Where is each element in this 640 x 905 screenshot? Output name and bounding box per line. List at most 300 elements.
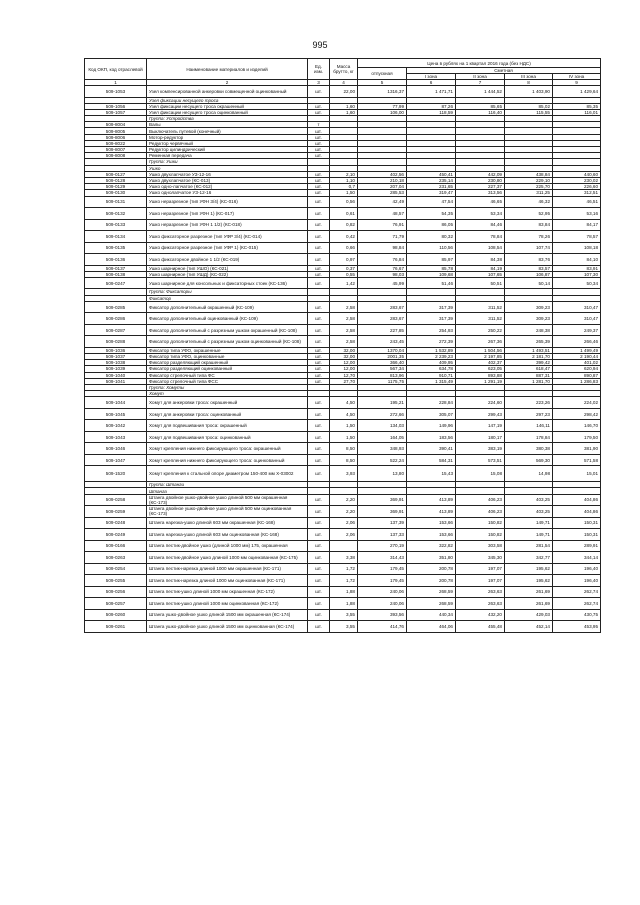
item-mass: 2,58	[330, 313, 358, 325]
item-name: Хомут для анкеровки троса: оцинкованный	[147, 408, 308, 420]
item-name: Выключатель путевой (конечный)	[147, 128, 308, 134]
item-unit: т	[308, 122, 330, 128]
item-code: 509-1043	[85, 431, 147, 443]
item-mass: 1,72	[330, 575, 358, 587]
item-mass: 1,88	[330, 586, 358, 598]
price-zone-1: 413,89	[407, 506, 456, 518]
item-name: Хомут крепления нижнего фиксирующего троса: окрашенный	[147, 443, 308, 455]
price-release: 106,00	[358, 109, 407, 115]
price-zone-3: 229,10	[505, 177, 553, 183]
item-code: 509-0287	[85, 324, 147, 336]
item-code: 509-1046	[85, 443, 147, 455]
item-name: Хомут для анкеровки троса: окрашенный	[147, 397, 308, 409]
table-row	[85, 313, 601, 325]
item-name: Штанга двойное ушко-двойное ушко длиной 500 мм окрашенная (КС-173)	[147, 494, 308, 506]
item-name: Штанга двойное ушко-двойное ушко длиной 500 мм оцинкованная (КС-173)	[147, 506, 308, 518]
item-unit: шт.	[308, 271, 330, 277]
item-code: 509-0248	[85, 517, 147, 529]
price-release: 134,03	[358, 420, 407, 432]
table-row	[85, 586, 601, 598]
item-mass: 1,50	[330, 420, 358, 432]
price-release: 240,06	[358, 598, 407, 610]
price-release: 1370,04	[358, 347, 407, 353]
item-code: 509-0260	[85, 609, 147, 621]
price-zone-4: 150,31	[553, 517, 601, 529]
price-zone-3: 309,23	[505, 301, 553, 313]
item-name: Штанга ушко-двойное ушко длиной 1500 мм окрашенная (КС-174)	[147, 609, 308, 621]
price-release: 137,39	[358, 517, 407, 529]
price-zone-1: 15,43	[407, 466, 456, 482]
price-zone-4: 266,46	[553, 336, 601, 348]
item-name: Хомут	[147, 391, 308, 397]
price-zone-3: 887,31	[505, 372, 553, 378]
item-mass: 2,20	[330, 494, 358, 506]
item-code: 509-1041	[85, 378, 147, 384]
item-mass: 1,60	[330, 103, 358, 109]
item-mass: 0,66	[330, 242, 358, 254]
price-zone-4: 84,10	[553, 254, 601, 266]
price-release: 393,56	[358, 609, 407, 621]
item-mass: 3,55	[330, 609, 358, 621]
price-zone-1: 634,78	[407, 366, 456, 372]
price-zone-4: 571,58	[553, 454, 601, 466]
item-code: 509-0286	[85, 313, 147, 325]
price-zone-1: 351,80	[407, 552, 456, 564]
table-row	[85, 506, 601, 518]
price-zone-3: 195,62	[505, 563, 553, 575]
col-number: 2	[147, 80, 308, 86]
item-name: Группа: Фиксаторы	[147, 289, 308, 295]
price-release: 240,06	[358, 586, 407, 598]
price-release: 98,03	[358, 271, 407, 277]
item-code: 509-0256	[85, 586, 147, 598]
price-release: 179,45	[358, 563, 407, 575]
table-row	[85, 454, 601, 466]
col-number: 7	[456, 80, 505, 86]
table-row	[85, 494, 601, 506]
price-zone-3: 107,74	[505, 242, 553, 254]
item-code: 509-0136	[85, 254, 147, 266]
item-name: Узел фиксации несущего троса окрашенный	[147, 103, 308, 109]
item-mass: 1,50	[330, 190, 358, 196]
price-zone-3: 309,23	[505, 313, 553, 325]
item-code: 509-0127	[85, 171, 147, 177]
item-mass: 0,56	[330, 196, 358, 208]
item-name: Хомут крепления к стальной опоре диаметром 150-400 мм Х-03002	[147, 466, 308, 482]
item-code: 509-1053	[85, 86, 147, 98]
item-unit: шт.	[308, 128, 330, 134]
item-mass: 1,88	[330, 598, 358, 610]
price-zone-3: 265,39	[505, 336, 553, 348]
item-unit: шт.	[308, 360, 330, 366]
price-zone-3: 248,38	[505, 324, 553, 336]
price-zone-1: 231,65	[407, 184, 456, 190]
header-zone-3: III зона	[505, 74, 553, 80]
price-zone-3: 342,77	[505, 552, 553, 564]
price-zone-3: 115,55	[505, 109, 553, 115]
price-zone-4: 226,60	[553, 184, 601, 190]
header-zone-1: I зона	[407, 74, 456, 80]
price-zone-2: 303,58	[456, 540, 505, 552]
item-mass: 4,50	[330, 408, 358, 420]
price-zone-4: 440,60	[553, 171, 601, 177]
price-release: 402,56	[358, 171, 407, 177]
item-name: Фиксатор	[147, 295, 308, 301]
price-zone-2: 46,65	[456, 196, 505, 208]
item-mass: 2,58	[330, 324, 358, 336]
item-code: 509-0132	[85, 208, 147, 220]
price-zone-3: 146,11	[505, 420, 553, 432]
price-zone-4: 310,47	[553, 313, 601, 325]
price-zone-1: 317,39	[407, 313, 456, 325]
price-zone-2: 1 444,52	[456, 86, 505, 98]
col-number: 8	[505, 80, 553, 86]
item-unit: шт.	[308, 140, 330, 146]
item-name: Мотор-редуктор	[147, 134, 308, 140]
price-zone-1: 47,54	[407, 196, 456, 208]
item-code: 509-8006	[85, 134, 147, 140]
price-release: 210,18	[358, 177, 407, 183]
price-zone-4: 262,74	[553, 586, 601, 598]
price-zone-4: 46,51	[553, 196, 601, 208]
item-name: Редуктор червячный	[147, 140, 308, 146]
item-name: Ушко фиксаторное разрезное (тип УФР 3/4) (КС-014)	[147, 231, 308, 243]
price-zone-3: 83,57	[505, 265, 553, 271]
item-name: Редуктор цилиндрический	[147, 147, 308, 153]
table-row	[85, 397, 601, 409]
item-unit: шт.	[308, 184, 330, 190]
table-row	[85, 254, 601, 266]
header-name: Наименование материалов и изделий	[147, 59, 308, 80]
item-unit: шт.	[308, 586, 330, 598]
item-unit: шт.	[308, 366, 330, 372]
item-name: Фиксатор дополнительный с разрезным ушком оцинкованный (КС-108)	[147, 336, 308, 348]
price-release: 285,53	[358, 190, 407, 196]
item-name: Штанга пестик-нарезка длиной 1000 мм оцинкованная (КС-171)	[147, 575, 308, 587]
table-row	[85, 552, 601, 564]
col-number: 5	[358, 80, 407, 86]
col-number: 9	[553, 80, 601, 86]
item-unit: шт.	[308, 196, 330, 208]
item-code: 509-8007	[85, 147, 147, 153]
item-code: 509-8008	[85, 153, 147, 159]
price-zone-2: 116,40	[456, 109, 505, 115]
item-name: Валы	[147, 122, 308, 128]
item-unit: шт.	[308, 153, 330, 159]
item-code: 509-0138	[85, 271, 147, 277]
item-name: Фиксатор разделяющий оцинкованный	[147, 366, 308, 372]
price-zone-4: 116,01	[553, 109, 601, 115]
price-release: 1316,37	[358, 86, 407, 98]
item-unit: шт.	[308, 177, 330, 183]
price-zone-1: 80,32	[407, 231, 456, 243]
price-zone-1: 268,59	[407, 586, 456, 598]
price-zone-1: 1 471,71	[407, 86, 456, 98]
item-code: 509-0258	[85, 494, 147, 506]
price-zone-4: 50,34	[553, 277, 601, 289]
price-zone-2: 84,19	[456, 265, 505, 271]
price-zone-4: 196,40	[553, 575, 601, 587]
price-zone-4: 83,91	[553, 265, 601, 271]
price-zone-1: 118,59	[407, 109, 456, 115]
price-release: 414,76	[358, 621, 407, 633]
price-zone-3: 149,71	[505, 529, 553, 541]
item-mass: 1,42	[330, 277, 358, 289]
price-zone-2: 84,38	[456, 254, 505, 266]
table-row	[85, 336, 601, 348]
item-unit: шт.	[308, 231, 330, 243]
item-name: Фиксатор дополнительный оцинкованный (КС-109)	[147, 313, 308, 325]
page-number: 995	[312, 40, 328, 50]
item-unit: шт.	[308, 378, 330, 384]
item-name: Ушко	[147, 165, 308, 171]
price-zone-1: 272,39	[407, 336, 456, 348]
item-unit: шт.	[308, 420, 330, 432]
item-unit: шт.	[308, 190, 330, 196]
item-code: 509-0261	[85, 621, 147, 633]
price-zone-3: 399,42	[505, 360, 553, 366]
item-name: Штанга нарезка-ушко длиной 603 мм окрашенная (КС-168)	[147, 517, 308, 529]
table-row	[85, 621, 601, 633]
price-zone-3: 1 281,70	[505, 378, 553, 384]
price-zone-3: 261,69	[505, 586, 553, 598]
price-zone-2: 383,19	[456, 443, 505, 455]
price-zone-2: 250,22	[456, 324, 505, 336]
price-zone-2: 15,08	[456, 466, 505, 482]
price-zone-1: 200,78	[407, 575, 456, 587]
item-mass: 8,50	[330, 454, 358, 466]
price-zone-3: 281,54	[505, 540, 553, 552]
item-name: Фиксатор дополнительный окрашенный (КС-109)	[147, 301, 308, 313]
item-code: 509-0129	[85, 184, 147, 190]
item-unit: шт.	[308, 171, 330, 177]
item-code: 509-0257	[85, 598, 147, 610]
item-name: Группа: Ушки	[147, 159, 308, 165]
price-release: 48,57	[358, 208, 407, 220]
header-unit: Ед. изм.	[308, 59, 330, 80]
price-zone-1: 153,66	[407, 517, 456, 529]
item-unit: шт.	[308, 277, 330, 289]
price-zone-4: 15,01	[553, 466, 601, 482]
table-row	[85, 598, 601, 610]
price-zone-2: 84,46	[456, 219, 505, 231]
table-row	[85, 324, 601, 336]
table-row	[85, 431, 601, 443]
price-zone-2: 406,23	[456, 506, 505, 518]
price-zone-4: 890,87	[553, 372, 601, 378]
price-zone-2: 402,37	[456, 360, 505, 366]
price-zone-1: 319,47	[407, 190, 456, 196]
item-unit: шт.	[308, 598, 330, 610]
price-zone-1: 1 532,89	[407, 347, 456, 353]
price-zone-3: 1 403,90	[505, 86, 553, 98]
price-zone-4: 78,57	[553, 231, 601, 243]
item-name: Штанга ушко-двойное ушко длиной 1500 мм оцинкованная (КС-174)	[147, 621, 308, 633]
price-zone-4: 107,30	[553, 271, 601, 277]
item-unit: шт.	[308, 86, 330, 98]
price-release: 164,05	[358, 431, 407, 443]
table-row	[85, 443, 601, 455]
price-release: 45,99	[358, 277, 407, 289]
price-zone-1: 450,41	[407, 171, 456, 177]
item-mass: 0,97	[330, 254, 358, 266]
table-row	[85, 242, 601, 254]
item-unit: шт.	[308, 466, 330, 482]
price-zone-4: 404,86	[553, 506, 601, 518]
price-release: 137,33	[358, 529, 407, 541]
item-name: Ушко однолапчатое УЗ-12-16	[147, 190, 308, 196]
item-code: 509-8005	[85, 128, 147, 134]
price-zone-3: 50,14	[505, 277, 553, 289]
item-name: Узел компенсированной анкеровки совмещенной оцинкованный	[147, 86, 308, 98]
item-code: 509-1039	[85, 366, 147, 372]
item-unit: шт.	[308, 103, 330, 109]
item-code: 509-1044	[85, 397, 147, 409]
price-zone-1: 109,68	[407, 271, 456, 277]
item-code: 509-1520	[85, 466, 147, 482]
item-code: 509-0135	[85, 242, 147, 254]
item-unit: шт.	[308, 552, 330, 564]
price-zone-4: 84,17	[553, 219, 601, 231]
price-zone-4: 1 286,83	[553, 378, 601, 384]
price-zone-4: 310,47	[553, 301, 601, 313]
price-zone-3: 83,84	[505, 219, 553, 231]
item-name: Ушко шарнирное для консольных и фиксаторных стоек (КС-136)	[147, 277, 308, 289]
price-release: 314,43	[358, 552, 407, 564]
price-zone-1: 235,14	[407, 177, 456, 183]
price-zone-4: 146,70	[553, 420, 601, 432]
item-unit: шт.	[308, 431, 330, 443]
price-zone-2: 108,54	[456, 242, 505, 254]
price-zone-4: 108,18	[553, 242, 601, 254]
item-mass: 22,00	[330, 86, 358, 98]
price-zone-4: 312,51	[553, 190, 601, 196]
item-code: 509-1057	[85, 109, 147, 115]
item-name: Узел фиксации несущего троса оцинкованный	[147, 109, 308, 115]
price-zone-4: 620,94	[553, 366, 601, 372]
table-row	[85, 517, 601, 529]
item-code: 509-0263	[85, 552, 147, 564]
header-release-price: отпускная	[358, 68, 407, 80]
item-name: Группа: Устройства	[147, 116, 308, 122]
item-unit: шт.	[308, 372, 330, 378]
price-zone-4: 85,35	[553, 103, 601, 109]
price-zone-3: 452,14	[505, 621, 553, 633]
price-zone-3: 380,38	[505, 443, 553, 455]
item-unit: шт.	[308, 219, 330, 231]
item-code: 509-8022	[85, 140, 147, 146]
price-zone-1: 413,89	[407, 494, 456, 506]
item-mass: 12,00	[330, 360, 358, 366]
item-name: Штанга пестик-двойное ушко (длиной 1000 мм) 175, окрашенная	[147, 540, 308, 552]
price-zone-1: 254,93	[407, 324, 456, 336]
price-zone-2: 230,80	[456, 177, 505, 183]
price-zone-3: 429,03	[505, 609, 553, 621]
table-row	[85, 408, 601, 420]
item-code: 509-1042	[85, 420, 147, 432]
col-number: 3	[308, 80, 330, 86]
price-zone-4: 2 190,44	[553, 353, 601, 359]
price-zone-1: 85,97	[407, 254, 456, 266]
item-code: 509-1037	[85, 353, 147, 359]
item-unit: шт.	[308, 575, 330, 587]
price-zone-3: 403,25	[505, 506, 553, 518]
table-row	[85, 277, 601, 289]
item-unit: шт.	[308, 109, 330, 115]
table-row	[85, 609, 601, 621]
item-name: Штанга пестик-ушко длиной 1000 мм оцинкованная (КС-172)	[147, 598, 308, 610]
table-row	[85, 575, 601, 587]
price-zone-2: 442,09	[456, 171, 505, 177]
price-zone-1: 390,41	[407, 443, 456, 455]
item-code: 509-8004	[85, 122, 147, 128]
item-name: Штанга пестик-нарезка длиной 1000 мм окрашенная (КС-171)	[147, 563, 308, 575]
item-name: Фиксатор типа УФО, оцинкованные	[147, 353, 308, 359]
item-unit: шт.	[308, 540, 330, 552]
header-zone-2: II зона	[456, 74, 505, 80]
item-unit: шт.	[308, 134, 330, 140]
price-release: 1175,75	[358, 378, 407, 384]
item-unit: шт.	[308, 242, 330, 254]
price-release: 76,67	[358, 265, 407, 271]
table-row	[85, 196, 601, 208]
price-release: 13,80	[358, 466, 407, 482]
price-zone-3: 14,98	[505, 466, 553, 482]
price-zone-1: 200,78	[407, 563, 456, 575]
table-row	[85, 420, 601, 432]
header-price-caption: Цена в рублях на 1 квартал 2016 года (без НДС)	[358, 59, 601, 68]
item-code: 509-0133	[85, 219, 147, 231]
table-row	[85, 86, 601, 98]
price-zone-2: 311,52	[456, 301, 505, 313]
price-zone-3: 195,62	[505, 575, 553, 587]
price-release: 366,40	[358, 360, 407, 366]
item-code: 509-1036	[85, 347, 147, 353]
table-row	[85, 301, 601, 313]
item-code: 509-0249	[85, 529, 147, 541]
item-mass: 32,00	[330, 353, 358, 359]
item-code: 509-0134	[85, 231, 147, 243]
price-zone-1: 149,96	[407, 420, 456, 432]
price-zone-1: 584,31	[407, 454, 456, 466]
item-mass: 0,7	[330, 184, 358, 190]
price-zone-1: 54,35	[407, 208, 456, 220]
price-zone-1: 183,56	[407, 431, 456, 443]
table-header	[85, 59, 601, 86]
price-release: 71,79	[358, 231, 407, 243]
item-name: Штанга пестик-двойное ушко длиной 1000 мм оцинкованная (КС-175)	[147, 552, 308, 564]
price-zone-1: 305,07	[407, 408, 456, 420]
price-zone-2: 893,88	[456, 372, 505, 378]
price-zone-4: 401,02	[553, 360, 601, 366]
price-zone-2: 1 504,56	[456, 347, 505, 353]
price-zone-2: 345,30	[456, 552, 505, 564]
price-release: 98,84	[358, 242, 407, 254]
item-code: 509-0259	[85, 506, 147, 518]
price-zone-1: 440,34	[407, 609, 456, 621]
item-code: 509-0285	[85, 301, 147, 313]
col-number: 6	[407, 80, 456, 86]
price-zone-4: 262,74	[553, 598, 601, 610]
price-zone-4: 404,86	[553, 494, 601, 506]
item-name: Ушко фиксаторное двойное 1 1/2 (КС-019)	[147, 254, 308, 266]
item-unit: шт.	[308, 529, 330, 541]
header-estimate-price: Сметная	[407, 68, 601, 74]
price-release: 2001,35	[358, 353, 407, 359]
item-mass: 0,42	[330, 231, 358, 243]
item-mass: 0,82	[330, 219, 358, 231]
item-mass: 0,55	[330, 271, 358, 277]
